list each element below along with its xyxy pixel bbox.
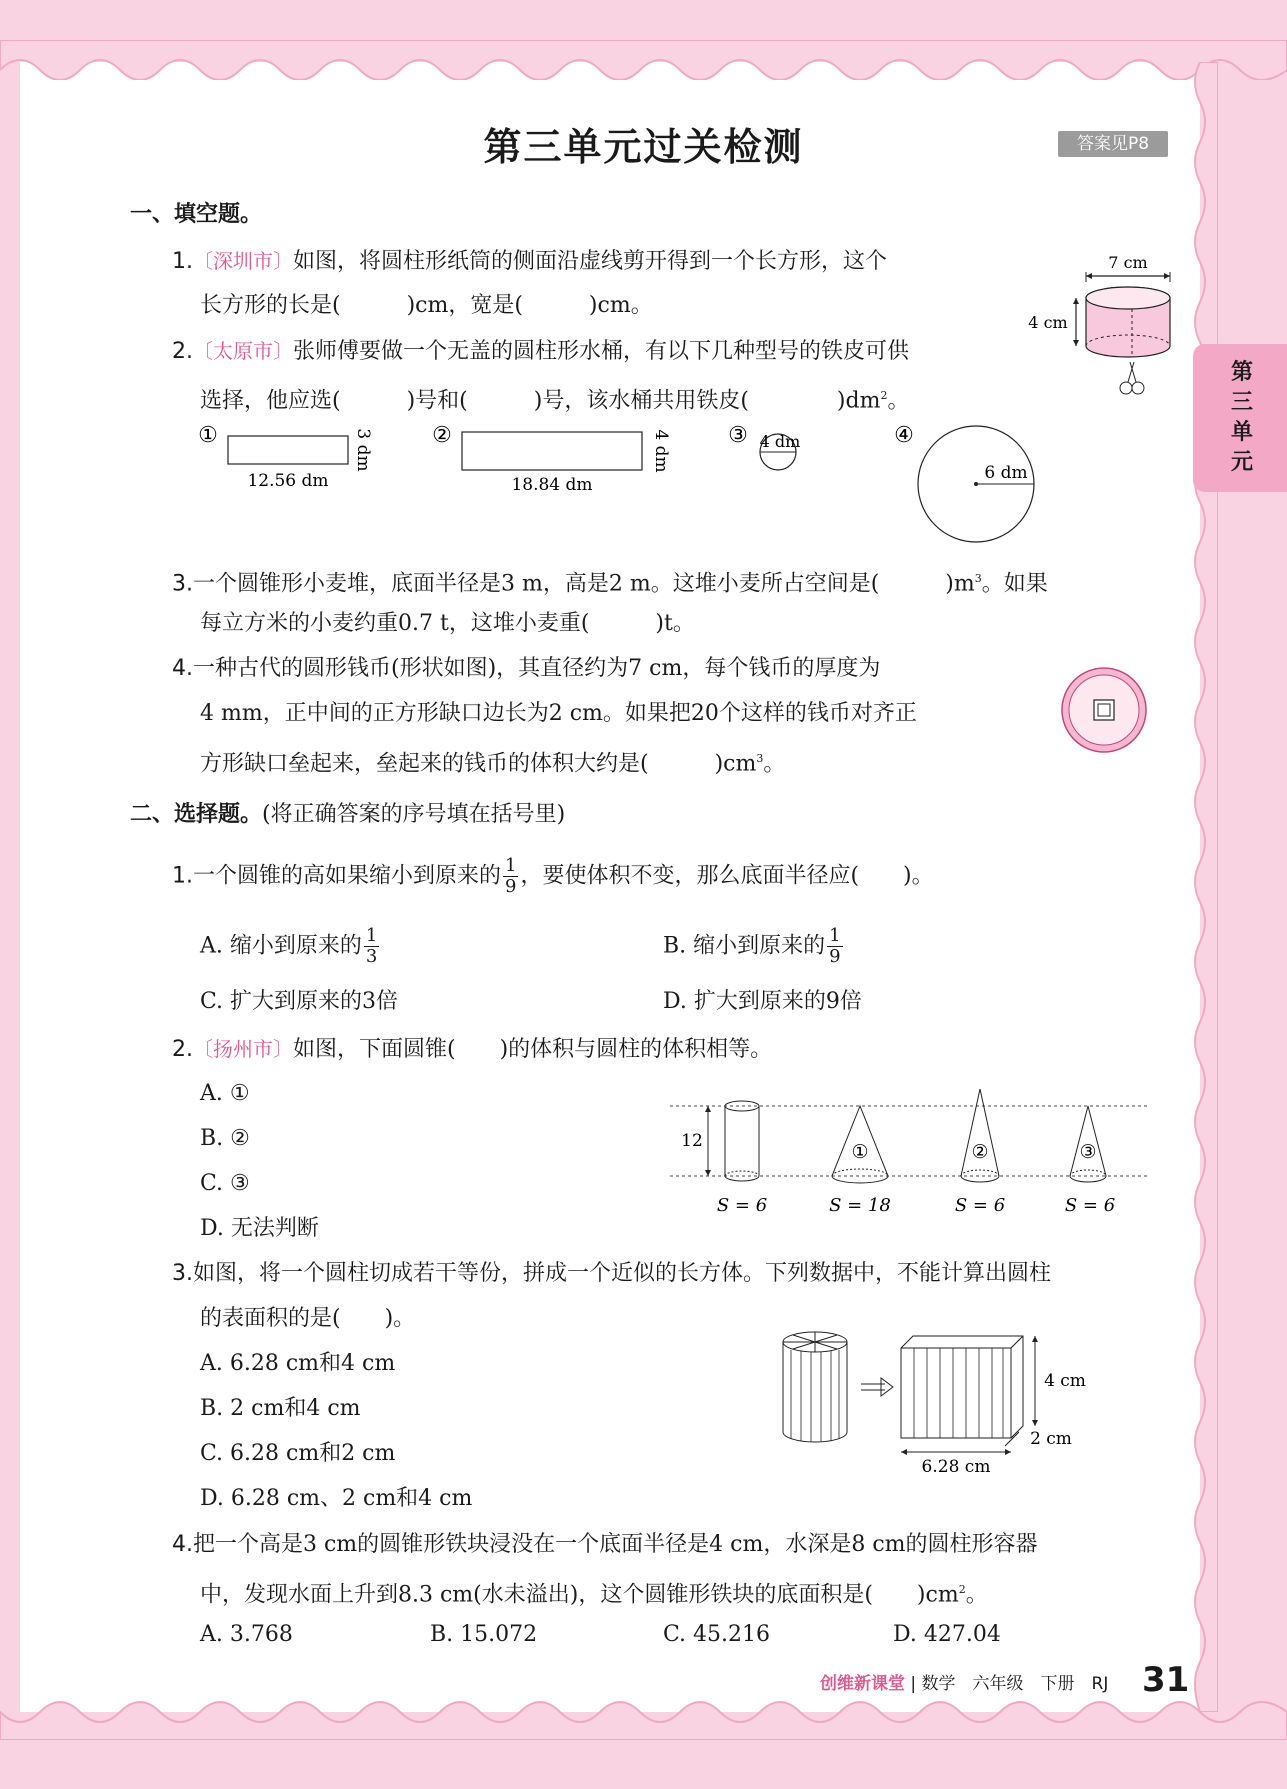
shape1-width: 3 dm	[353, 428, 373, 472]
fig1-height-label: 4 cm	[1028, 313, 1068, 332]
page-number: 31	[1142, 1660, 1190, 1700]
top-wave-border	[0, 40, 1287, 80]
s2-q3-line2: 的表面积的是( )。	[200, 1306, 416, 1331]
fraction: $\frac{1}{9}$	[505, 855, 517, 897]
section1-heading: 一、填空题。	[130, 202, 263, 227]
s1-q4-line3: 方形缺口垒起来，垒起来的钱币的体积大约是( )$cm^3$。	[200, 751, 786, 777]
cylinder-cut-figure	[1020, 248, 1180, 408]
shape2-label: ②	[432, 423, 452, 448]
s2-q4-option-d: D. 427.04	[893, 1622, 1001, 1647]
s2-q3-option-c: C. 6.28 cm和2 cm	[200, 1441, 396, 1466]
ancient-coin-figure	[1058, 664, 1150, 756]
s2-q1-stem: 1.一个圆锥的高如果缩小到原来的 $\frac{1}{9}$ ，要使体积不变，那么底面半径应( )。	[172, 855, 934, 897]
book-info: 数学 六年级 下册 RJ	[921, 1674, 1109, 1694]
s1-q1-line1: 1.〔深圳市〕如图，将圆柱形纸筒的侧面沿虚线剪开得到一个长方形，这个	[172, 249, 888, 274]
base-label-cylinder: S = 6	[716, 1195, 768, 1216]
cylinder-to-cuboid-figure	[775, 1320, 1105, 1480]
right-wave-border	[1188, 62, 1218, 1712]
s1-q2-line1: 2.〔太原市〕张师傅要做一个无盖的圆柱形水桶，有以下几种型号的铁皮可供	[172, 339, 910, 364]
s2-q2-option-a: A. ①	[200, 1081, 250, 1106]
footer-brand: 创维新课堂 | 数学 六年级 下册 RJ	[820, 1674, 1109, 1694]
section2-heading: 二、选择题。(将正确答案的序号填在括号里)	[130, 802, 566, 827]
brand-name: 创维新课堂	[820, 1674, 905, 1694]
cuboid-width-label: 2 cm	[1030, 1429, 1072, 1449]
s1-q3-line1: 3.一个圆锥形小麦堆，底面半径是3 m，高是2 m。这堆小麦所占空间是( )$m^3$。如果	[172, 571, 1048, 597]
s2-q4-option-b: B. 15.072	[430, 1622, 538, 1647]
s2-q4-option-a: A. 3.768	[200, 1622, 293, 1647]
shape4-dim: 6 dm	[984, 463, 1028, 483]
s2-q1-option-d: D. 扩大到原来的9倍	[663, 989, 862, 1014]
region-tag: 〔深圳市〕	[193, 249, 293, 273]
s1-q3-line2: 每立方米的小麦约重0.7 t，这堆小麦重( )t。	[200, 611, 695, 636]
s2-q4-line2: 中，发现水面上升到8.3 cm(水未溢出)，这个圆锥形铁块的底面积是( )$cm^2$。	[200, 1582, 988, 1608]
shape2-width: 4 dm	[651, 429, 671, 473]
unit-side-tab	[1193, 344, 1287, 492]
s2-q1-option-a: A. 缩小到原来的 $\frac{1}{3}$	[200, 925, 378, 967]
cone3-label: ③	[1079, 1141, 1097, 1163]
cylinder-cones-figure	[660, 1080, 1160, 1220]
shape3-label: ③	[728, 423, 748, 448]
base-label-cone3: S = 6	[1064, 1195, 1116, 1216]
unit-side-tab-label: 第三单元	[1230, 360, 1253, 475]
shape3-dim: 4 dm	[759, 432, 801, 451]
region-tag: 〔太原市〕	[193, 339, 293, 363]
s1-q2-line2: 选择，他应选( )号和( )号，该水桶共用铁皮( )$dm^2$。	[200, 388, 910, 414]
shape4-label: ④	[894, 423, 914, 448]
base-label-cone1: S = 18	[829, 1195, 891, 1216]
s2-q3-option-b: B. 2 cm和4 cm	[200, 1396, 361, 1421]
s2-q1-option-c: C. 扩大到原来的3倍	[200, 989, 399, 1014]
shape2-length: 18.84 dm	[511, 475, 593, 495]
s2-q3-option-d: D. 6.28 cm、2 cm和4 cm	[200, 1486, 473, 1511]
s2-q2-option-b: B. ②	[200, 1126, 250, 1151]
s2-q4-option-c: C. 45.216	[663, 1622, 771, 1647]
cuboid-height-label: 4 cm	[1044, 1371, 1086, 1391]
answer-badge: 答案见P8	[1058, 131, 1168, 157]
bottom-wave-border	[0, 1700, 1287, 1740]
s1-q1-line2: 长方形的长是( )cm，宽是( )cm。	[200, 293, 653, 318]
fig1-width-label: 7 cm	[1108, 253, 1148, 272]
shape1-label: ①	[198, 423, 218, 448]
s2-q2-option-c: C. ③	[200, 1171, 250, 1196]
s2-q4-line1: 4.把一个高是3 cm的圆锥形铁块浸没在一个底面半径是4 cm，水深是8 cm的圆柱形容器	[172, 1532, 1038, 1557]
s2-q3-line1: 3.如图，将一个圆柱切成若干等份，拼成一个近似的长方体。下列数据中，不能计算出圆柱	[172, 1261, 1052, 1286]
s2-q3-option-a: A. 6.28 cm和4 cm	[200, 1351, 396, 1376]
cuboid-length-label: 6.28 cm	[921, 1457, 991, 1477]
s2-q2-stem: 2.〔扬州市〕如图，下面圆锥( )的体积与圆柱的体积相等。	[172, 1037, 773, 1062]
region-tag: 〔扬州市〕	[193, 1037, 293, 1061]
cone2-label: ②	[971, 1141, 989, 1163]
s1-q4-line1: 4.一种古代的圆形钱币(形状如图)，其直径约为7 cm，每个钱币的厚度为	[172, 656, 881, 681]
s2-q2-option-d: D. 无法判断	[200, 1216, 319, 1241]
sheet-shapes-figure	[190, 420, 1070, 550]
base-label-cone2: S = 6	[954, 1195, 1006, 1216]
fig-height-label: 12	[681, 1131, 703, 1151]
page-title: 第三单元过关检测	[483, 125, 804, 169]
cone1-label: ①	[851, 1141, 869, 1163]
shape1-length: 12.56 dm	[247, 471, 329, 491]
s1-q4-line2: 4 mm，正中间的正方形缺口边长为2 cm。如果把20个这样的钱币对齐正	[200, 701, 917, 726]
s2-q1-option-b: B. 缩小到原来的 $\frac{1}{9}$	[663, 925, 841, 967]
